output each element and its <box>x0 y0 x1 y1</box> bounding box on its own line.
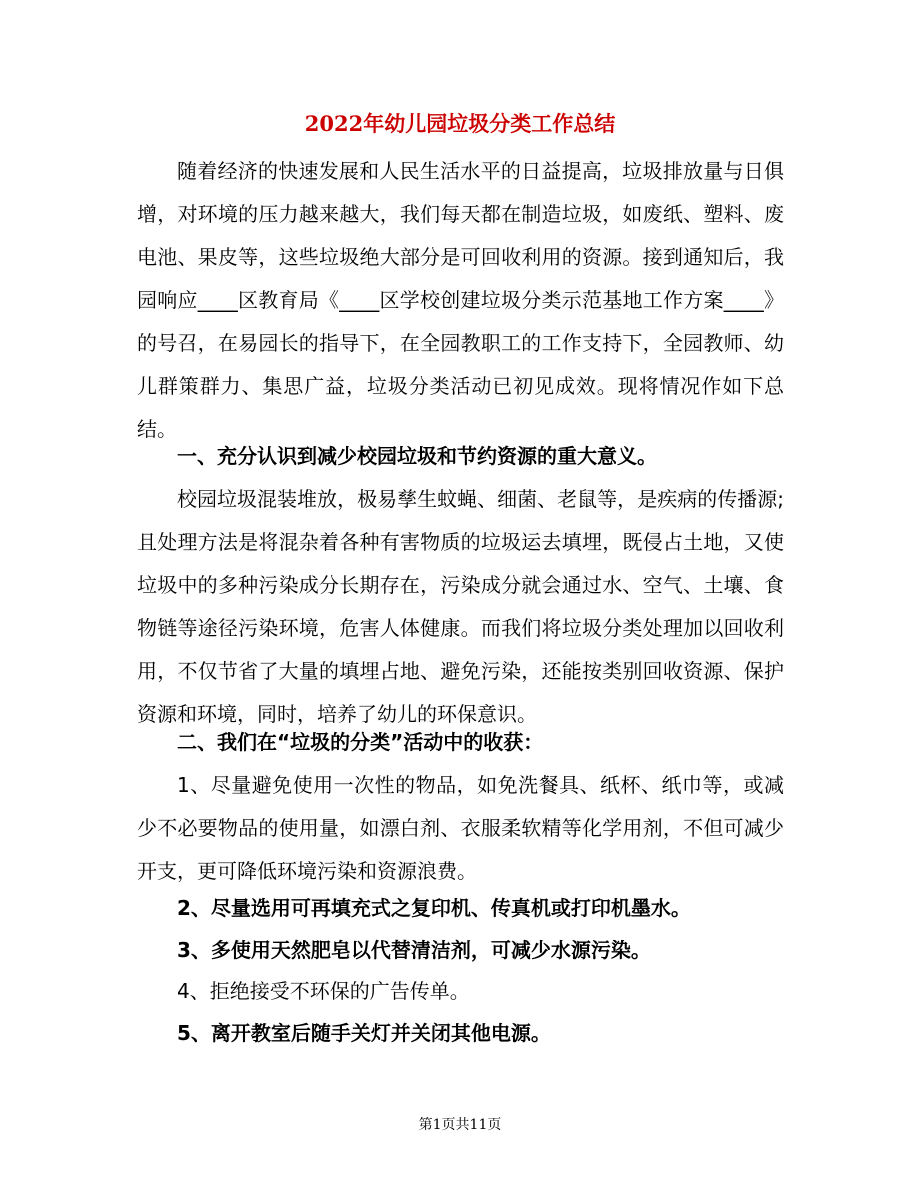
list-item-5: 5、离开教室后随手关灯并关闭其他电源。 <box>177 1021 551 1045</box>
page-number: 第1页共11页 <box>418 1117 502 1133</box>
section1-heading: 一、充分认识到减少校园垃圾和节约资源的重大意义。 <box>177 444 657 468</box>
section1-paragraph: 校园垃圾混装堆放，极易孳生蚊蝇、细菌、老鼠等，是疾病的传播源;且处理方法是将混杂着各种有害物质的垃圾运去填埋，既侵占土地，又使垃圾中的多种污染成分长期存在，污染成分就会通过水、空气、土壤、食物链等途径污染环境，危害人体健康。而我们将垃圾分类处理加以回收利用，不仅节省了大量的填埋占地、避免污染，还能按类别回收资源、保护资源和环境，同时，培养了幼儿的环保意识。 <box>137 487 784 726</box>
list-item-1: 1、尽量避免使用一次性的物品，如免洗餐具、纸杯、纸巾等，或减少不必要物品的使用量，如漂白剂、衣服柔软精等化学用剂，不但可减少开支，更可降低环境污染和资源浪费。 <box>137 773 784 883</box>
intro-paragraph: 随着经济的快速发展和人民生活水平的日益提高，垃圾排放量与日俱增，对环境的压力越来越大，我们每天都在制造垃圾，如废纸、塑料、废电池、果皮等，这些垃圾绝大部分是可回收利用的资源。接到通知后，我园响应____区教育局《____区学校创建垃圾分类示范基地工作方案____》的号召，在易园长的指导下，在全园教职工的工作支持下，全园教师、幼儿群策群力、集思广益，垃圾分类活动已初见成效。现将情况作如下总结。 <box>137 159 784 441</box>
list-item-3: 3、多使用天然肥皂以代替清洁剂，可减少水源污染。 <box>177 938 651 962</box>
list-item-4: 4、拒绝接受不环保的广告传单。 <box>177 979 470 1003</box>
list-item-2: 2、尽量选用可再填充式之复印机、传真机或打印机墨水。 <box>177 896 691 920</box>
section2-heading: 二、我们在“垃圾的分类”活动中的收获： <box>177 730 544 754</box>
page-title: 2022年幼儿园垃圾分类工作总结 <box>304 111 616 136</box>
